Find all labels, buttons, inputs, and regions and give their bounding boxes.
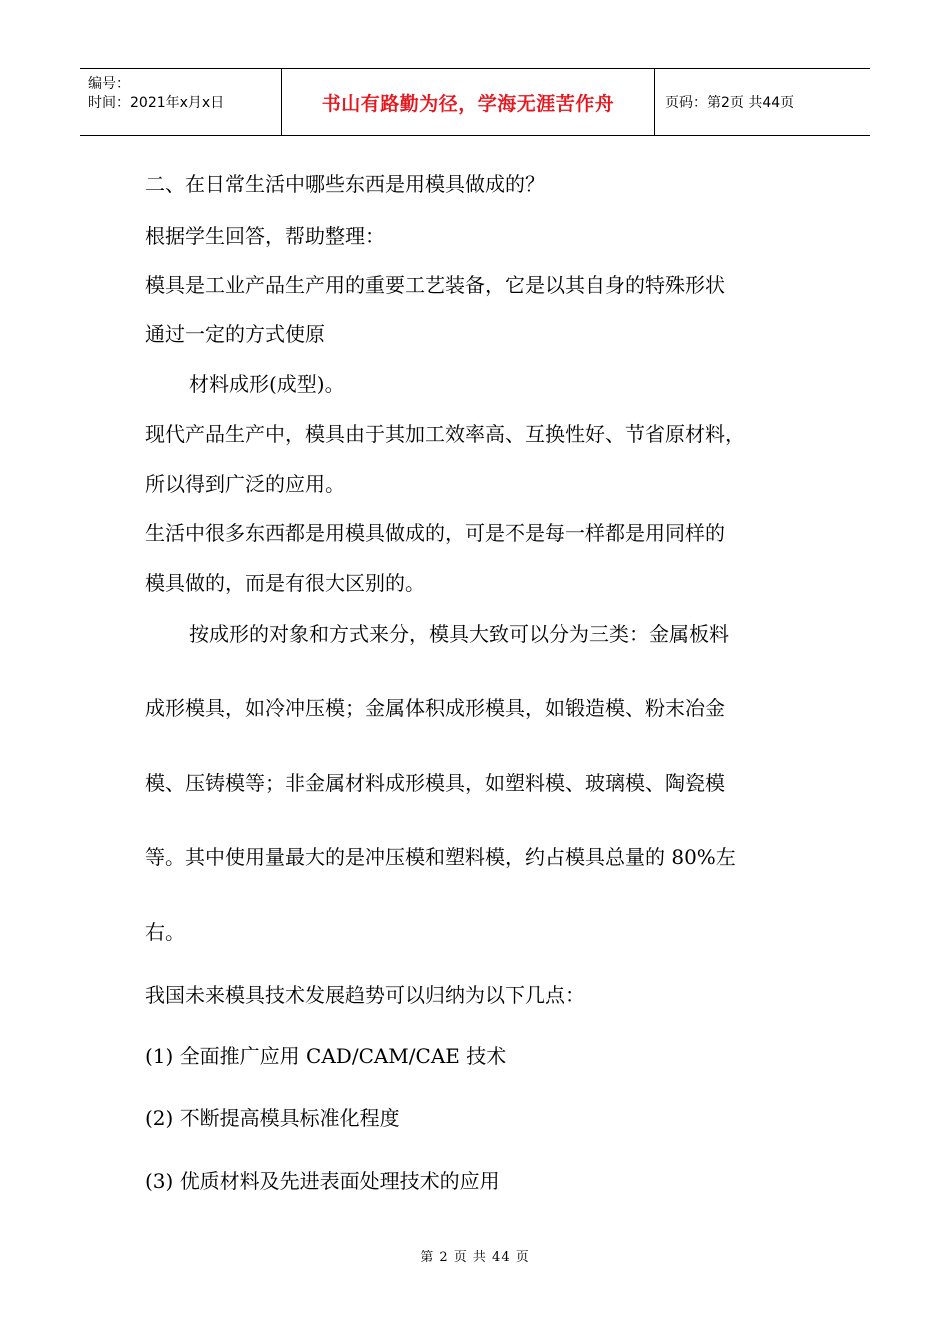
header-page-info: 页码：第2页 共44页 (665, 95, 795, 111)
body-line: (2) 不断提高模具标准化程度 (145, 1106, 400, 1130)
body-line: 按成形的对象和方式来分，模具大致可以分为三类：金属板料 (189, 622, 729, 646)
body-line: 生活中很多东西都是用模具做成的，可是不是每一样都是用同样的 (145, 521, 725, 545)
page-header (80, 68, 870, 136)
body-line: 模、压铸模等；非金属材料成形模具，如塑料模、玻璃模、陶瓷模 (145, 771, 725, 795)
body-line: 等。其中使用量最大的是冲压模和塑料模，约占模具总量的 80%左 (145, 845, 736, 869)
body-line: 所以得到广泛的应用。 (145, 472, 345, 496)
body-line: 根据学生回答，帮助整理： (145, 224, 385, 248)
body-line: 通过一定的方式使原 (145, 322, 325, 346)
header-motto: 书山有路勤为径，学海无涯苦作舟 (282, 69, 655, 135)
body-line: (1) 全面推广应用 CAD/CAM/CAE 技术 (145, 1044, 507, 1068)
body-line: 模具做的，而是有很大区别的。 (145, 571, 425, 595)
document-date: 时间：2021年x月x日 (88, 95, 225, 111)
body-line: 成形模具，如冷冲压模；金属体积成形模具，如锻造模、粉末冶金 (145, 696, 725, 720)
body-line: 材料成形(成型)。 (189, 372, 345, 396)
body-line: 我国未来模具技术发展趋势可以归纳为以下几点： (145, 983, 585, 1007)
body-line: 模具是工业产品生产用的重要工艺装备，它是以其自身的特殊形状 (145, 273, 725, 297)
page-footer: 第 2 页 共 44 页 (420, 1250, 530, 1265)
body-line: 二、在日常生活中哪些东西是用模具做成的？ (145, 172, 545, 196)
body-line: 现代产品生产中，模具由于其加工效率高、互换性好、节省原材料， (145, 422, 745, 446)
document-number-label: 编号： (88, 76, 130, 92)
header-meta (80, 69, 282, 135)
body-line: 右。 (145, 920, 185, 944)
body-line: (3) 优质材料及先进表面处理技术的应用 (145, 1169, 500, 1193)
